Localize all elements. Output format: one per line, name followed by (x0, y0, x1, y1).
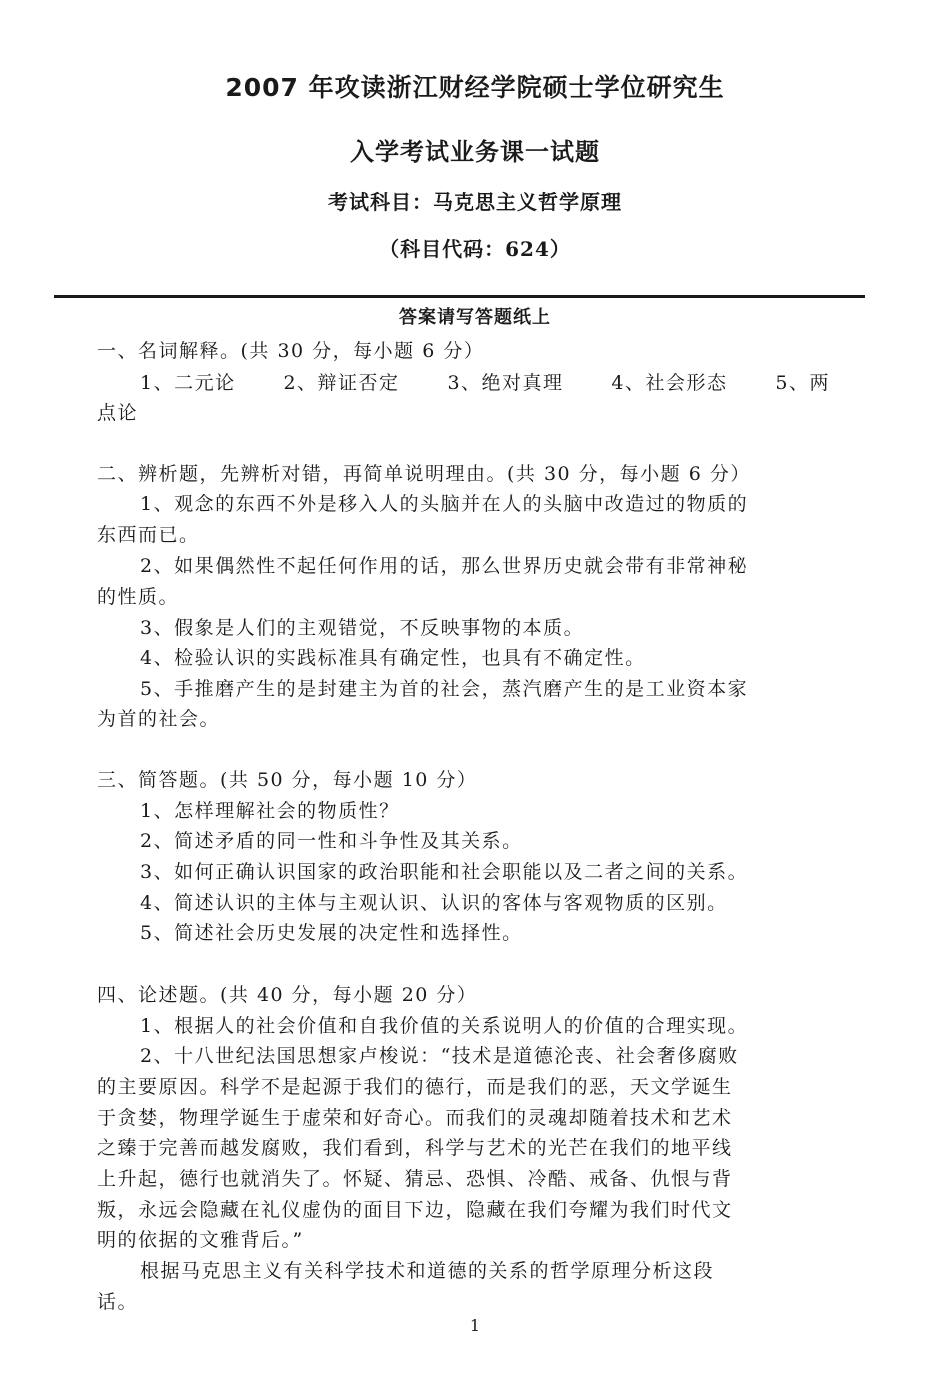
term-item: 5、两 (775, 372, 830, 394)
subject-code: （科目代码：624） (379, 237, 571, 261)
section1-terms (140, 368, 830, 395)
question-line: 3、假象是人们的主观错觉，不反映事物的本质。 (140, 617, 585, 639)
question-line: 话。 (97, 1291, 139, 1313)
question-line: 1、根据人的社会价值和自我价值的关系说明人的价值的合理实现。 (140, 1015, 749, 1037)
term-item: 2、辩证否定 (283, 372, 400, 394)
question-line: 1、怎样理解社会的物质性？ (140, 800, 400, 822)
question-line: 东西而已。 (97, 524, 200, 546)
question-line: 3、如何正确认识国家的政治职能和社会职能以及二者之间的关系。 (140, 861, 749, 883)
question-line: 2、如果偶然性不起任何作用的话，那么世界历史就会带有非常神秘 (140, 555, 749, 577)
section2-heading: 二、辨析题，先辨析对错，再简单说明理由。(共 30 分，每小题 6 分） (97, 463, 751, 485)
term-item: 1、二元论 (140, 372, 236, 394)
question-line: 4、简述认识的主体与主观认识、认识的客体与客观物质的区别。 (140, 892, 728, 914)
section3-heading: 三、简答题。(共 50 分，每小题 10 分） (97, 769, 478, 791)
question-line: 的主要原因。科学不是起源于我们的德行，而是我们的恶，天文学诞生 (97, 1076, 733, 1098)
question-line: 于贪婪，物理学诞生于虚荣和好奇心。而我们的灵魂却随着技术和艺术 (97, 1107, 733, 1129)
exam-title-line2: 入学考试业务课一试题 (350, 138, 600, 166)
question-line: 5、简述社会历史发展的决定性和选择性。 (140, 922, 523, 944)
term-item: 4、社会形态 (611, 372, 728, 394)
header-divider (54, 295, 865, 298)
question-line: 之臻于完善而越发腐败，我们看到，科学与艺术的光芒在我们的地平线 (97, 1137, 733, 1159)
exam-subject: 考试科目：马克思主义哲学原理 (328, 190, 622, 214)
question-line: 5、手推磨产生的是封建主为首的社会，蒸汽磨产生的是工业资本家 (140, 678, 749, 700)
answer-notice: 答案请写答题纸上 (399, 307, 551, 328)
question-line: 根据马克思主义有关科学技术和道德的关系的哲学原理分析这段 (140, 1260, 715, 1282)
section4-heading: 四、论述题。(共 40 分，每小题 20 分） (97, 984, 478, 1006)
question-line: 2、简述矛盾的同一性和斗争性及其关系。 (140, 830, 523, 852)
question-line: 1、观念的东西不外是移入人的头脑并在人的头脑中改造过的物质的 (140, 493, 749, 515)
term-item: 3、绝对真理 (447, 372, 564, 394)
question-line: 明的依据的文雅背后。” (97, 1229, 304, 1251)
question-line: 2、十八世纪法国思想家卢梭说：“技术是道德沦丧、社会奢侈腐败 (140, 1045, 739, 1067)
page-number: 1 (469, 1316, 481, 1335)
question-line: 为首的社会。 (97, 708, 221, 730)
question-line: 叛，永远会隐藏在礼仪虚伪的面目下边，隐藏在我们夸耀为我们时代文 (97, 1199, 733, 1221)
section1-heading: 一、名词解释。(共 30 分，每小题 6 分） (97, 340, 485, 362)
question-line: 的性质。 (97, 586, 180, 608)
term-item-continued: 点论 (97, 402, 139, 424)
question-line: 4、检验认识的实践标准具有确定性，也具有不确定性。 (140, 647, 646, 669)
question-line: 上升起，德行也就消失了。怀疑、猜忌、恐惧、冷酷、戒备、仇恨与背 (97, 1168, 733, 1190)
exam-title-line1: 2007 年攻读浙江财经学院硕士学位研究生 (225, 73, 725, 102)
